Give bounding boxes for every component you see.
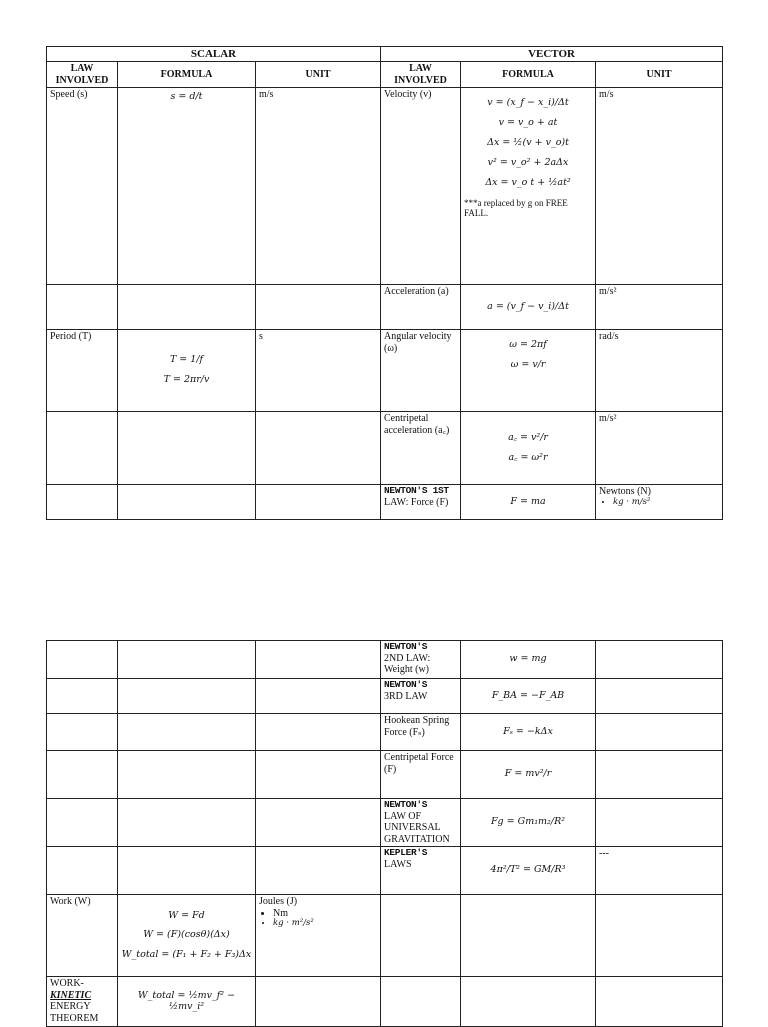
law-cell bbox=[381, 485, 461, 520]
table-row bbox=[47, 412, 723, 485]
unit-cell: m/s bbox=[256, 88, 381, 285]
law-cell bbox=[381, 799, 461, 847]
table-row bbox=[47, 847, 723, 895]
formula-cell: Fₛ = −kΔx bbox=[461, 714, 596, 751]
formula-cell bbox=[461, 88, 596, 285]
unit-item: • Nm bbox=[273, 908, 377, 920]
formula-cell: a = (v_f − v_i)/Δt bbox=[461, 285, 596, 330]
law-text: 2ND LAW: Weight (w) bbox=[384, 652, 431, 676]
scalar-header: SCALAR bbox=[47, 47, 381, 62]
law-cell: Velocity (v) bbox=[381, 88, 461, 285]
law-heading: NEWTON'S 1ST bbox=[384, 485, 449, 496]
col-law-scalar: LAW INVOLVED bbox=[47, 62, 118, 88]
law-heading: KEPLER'S bbox=[384, 847, 428, 859]
formula: W = Fd bbox=[168, 909, 205, 921]
col-unit-vector: UNIT bbox=[596, 62, 723, 88]
law-cell bbox=[47, 977, 118, 1027]
table-row bbox=[47, 977, 723, 1027]
law-heading: NEWTON'S bbox=[384, 679, 428, 690]
unit-cell: rad/s bbox=[596, 330, 723, 412]
law-cell: Acceleration (a) bbox=[381, 285, 461, 330]
law-cell bbox=[381, 679, 461, 714]
law-heading: NEWTON'S bbox=[384, 641, 428, 652]
law-cell: Hookean Spring Force (Fₛ) bbox=[381, 714, 461, 751]
unit-cell: m/s bbox=[596, 88, 723, 285]
formula: Δx = v_o t + ½at² bbox=[485, 176, 571, 188]
law-heading: NEWTON'S bbox=[384, 799, 428, 810]
formula-cell: 4π²/T² = GM/R³ bbox=[461, 847, 596, 895]
table-row bbox=[47, 679, 723, 714]
law-text: LAWS bbox=[384, 859, 412, 871]
law-cell: Angular velocity (ω) bbox=[381, 330, 461, 412]
col-law-vector: LAW INVOLVED bbox=[381, 62, 461, 88]
law-cell bbox=[381, 641, 461, 679]
formula: ω = 2πf bbox=[509, 339, 547, 350]
unit-text: Newtons (N) bbox=[599, 486, 651, 497]
unit-item: • kg · m²/s² bbox=[273, 919, 377, 929]
formula-cell: F_BA = −F_AB bbox=[461, 679, 596, 714]
table-row bbox=[47, 485, 723, 520]
formula: a꜀ = v²/r bbox=[508, 431, 548, 443]
formula: a꜀ = ω²r bbox=[508, 451, 548, 463]
law-cell: Work (W) bbox=[47, 895, 118, 977]
law-cell: Period (T) bbox=[47, 330, 118, 412]
formula-cell bbox=[461, 330, 596, 412]
law-text: LAW OF UNIVERSAL GRAVITATION bbox=[384, 810, 450, 845]
formula: ω = v/r bbox=[510, 358, 546, 370]
formula: v = (x_f − x_i)/Δt bbox=[487, 97, 569, 108]
law-cell: Centripetal acceleration (a꜀) bbox=[381, 412, 461, 485]
table-row bbox=[47, 330, 723, 412]
formula: v = v_o + at bbox=[498, 116, 558, 128]
table-row bbox=[47, 641, 723, 679]
unit-cell: s bbox=[256, 330, 381, 412]
formula-cell: s = d/t bbox=[118, 88, 256, 285]
formula: T = 2πr/v bbox=[163, 374, 210, 385]
formula-cell: W_total = ½mv_f² − ½mv_i² bbox=[118, 977, 256, 1027]
unit-cell: --- bbox=[596, 847, 723, 895]
unit-text: Joules (J) bbox=[259, 896, 298, 908]
formula-table-1 bbox=[46, 46, 723, 520]
law-text: WORK- bbox=[50, 978, 84, 990]
unit-item: • kg · m/s² bbox=[613, 498, 719, 508]
vector-header: VECTOR bbox=[381, 47, 723, 62]
formula-cell bbox=[118, 895, 256, 977]
unit-cell bbox=[596, 485, 723, 520]
formula-cell: F = ma bbox=[461, 485, 596, 520]
table-row bbox=[47, 88, 723, 285]
formula-table-2 bbox=[46, 640, 723, 1027]
formula: W = (F)(cosθ)(Δx) bbox=[143, 929, 230, 941]
formula: T = 1/f bbox=[169, 354, 204, 366]
table-row bbox=[47, 285, 723, 330]
law-cell: Speed (s) bbox=[47, 88, 118, 285]
law-text: ENERGY THEOREM bbox=[50, 1001, 99, 1024]
unit-cell: m/s² bbox=[596, 412, 723, 485]
table-row bbox=[47, 714, 723, 751]
col-formula-vector: FORMULA bbox=[461, 62, 596, 88]
formula-cell bbox=[118, 330, 256, 412]
formula: v² = v_o² + 2aΔx bbox=[487, 156, 569, 168]
unit-cell: m/s² bbox=[596, 285, 723, 330]
formula-cell: F = mv²/r bbox=[461, 751, 596, 799]
law-cell: Centripetal Force (F) bbox=[381, 751, 461, 799]
formula-cell: w = mg bbox=[461, 641, 596, 679]
law-text: LAW: Force (F) bbox=[384, 496, 449, 508]
col-unit-scalar: UNIT bbox=[256, 62, 381, 88]
formula-cell bbox=[461, 412, 596, 485]
unit-cell bbox=[256, 895, 381, 977]
law-text: 3RD LAW bbox=[384, 690, 428, 702]
table-row bbox=[47, 799, 723, 847]
col-formula-scalar: FORMULA bbox=[118, 62, 256, 88]
formula: W_total = (F₁ + F₂ + F₃)Δx bbox=[121, 949, 252, 961]
law-cell bbox=[381, 847, 461, 895]
table-row bbox=[47, 751, 723, 799]
table-row bbox=[47, 895, 723, 977]
free-fall-note: ***a replaced by g on FREE FALL. bbox=[464, 197, 568, 218]
formula-cell: Fg = Gm₁m₂/R² bbox=[461, 799, 596, 847]
law-text: KINETIC bbox=[50, 989, 92, 1001]
formula: Δx = ½(v + v_o)t bbox=[487, 136, 569, 148]
